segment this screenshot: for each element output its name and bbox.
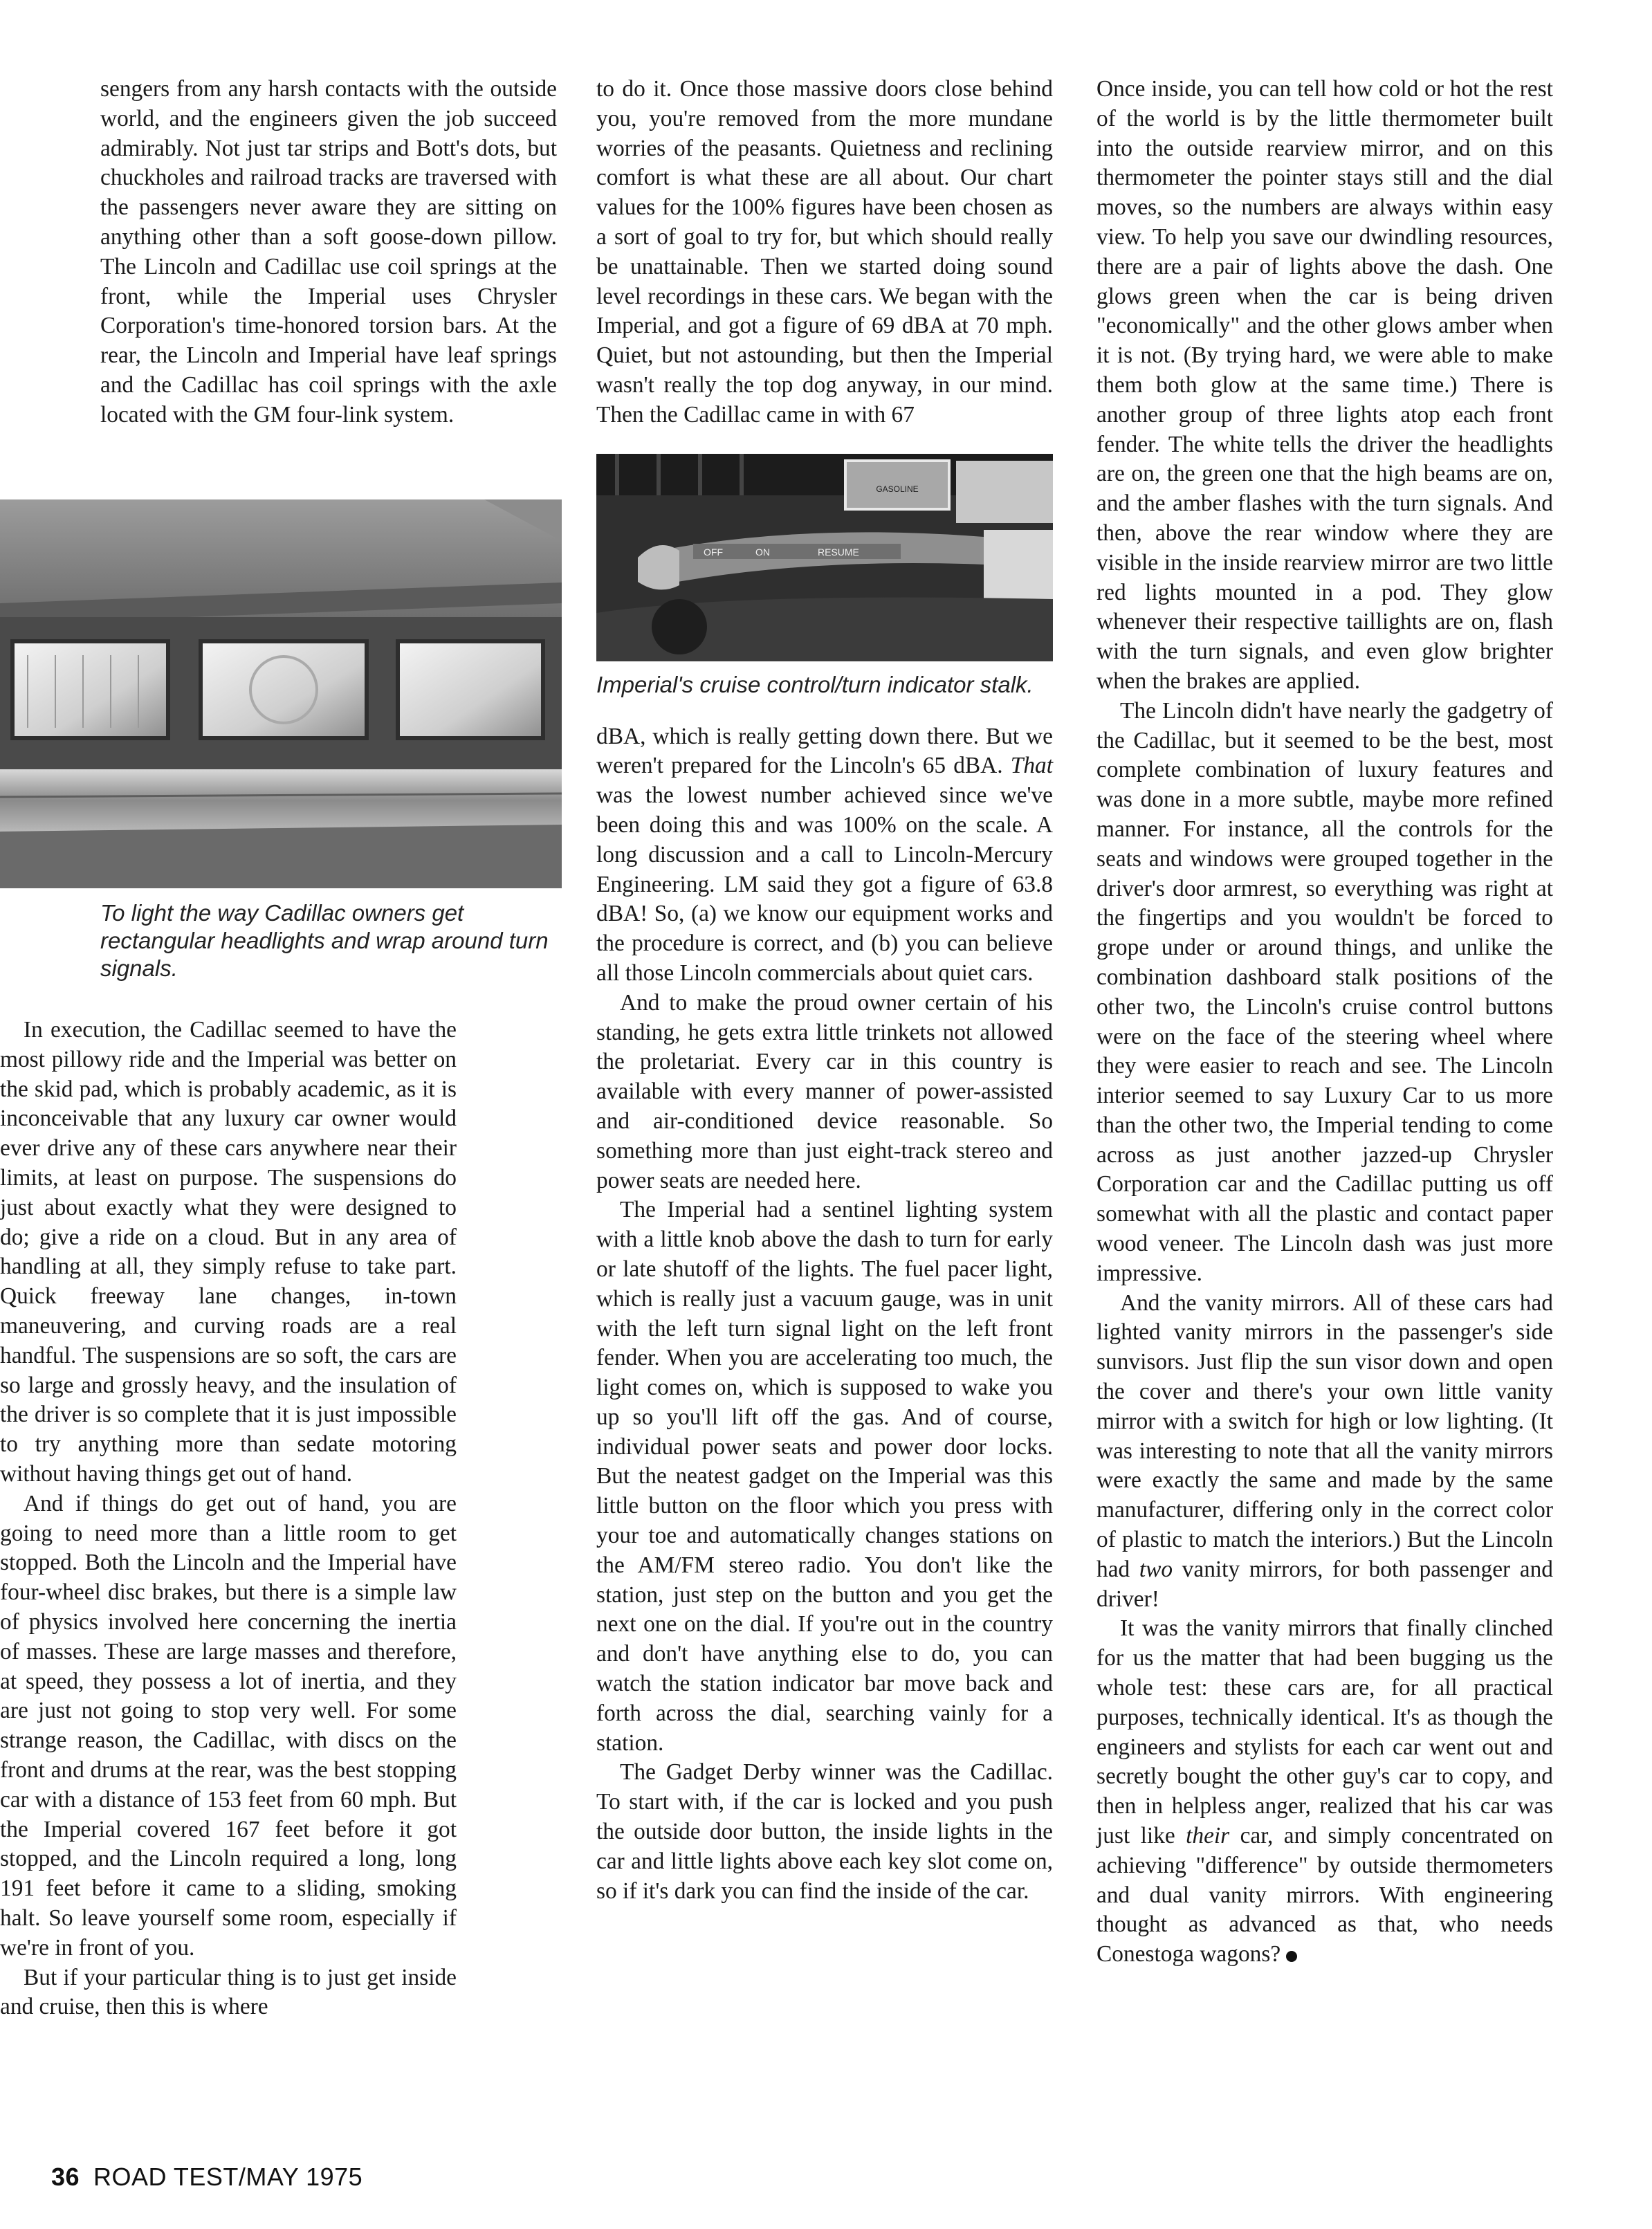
paragraph: dBA, which is really getting down there. But we weren't prepared for the Lincoln's 65 dBA. That was the lowest number achieved since we've been doing this and was 100% on the scale. A long discussion and a call to Lincoln-Mercury Engineering. LM said they got a figure of 63.8 dBA! So, (a) we know our equipment works and the procedure is correct, and (b) you can believe all those Lincoln commercials about quiet cars.: [596, 723, 1053, 986]
photo-caption-headlights: To light the way Cadillac owners get rectangular headlights and wrap around turn signals.: [100, 900, 549, 981]
paragraph: And the vanity mirrors. All of these cars had lighted vanity mirrors in the passenger's side sunvisors. Just flip the sun visor down and open the cover and there's your own little vanity mirror with a switch for high or low lighting. (It was interesting to note that all the vanity mirrors were exactly the same and made by the same manufacturer, differing only in the correct color of plastic to match the interiors.) But the Lincoln had two vanity mirrors, for both passenger and driver!: [1096, 1290, 1553, 1612]
stalk-on-label: ON: [755, 546, 770, 558]
paragraph: And to make the proud owner certain of his standing, he gets extra little trinkets not allowed the proletariat. Every car in this country is available with every manner of power-assisted and air-conditioned device reasonable. So something more than just eight-track stereo and power seats are needed here.: [596, 989, 1053, 1193]
article-column-1-continued: [0, 1016, 457, 2022]
imperial-stalk-illustration: [596, 454, 1053, 661]
publication-line: ROAD TEST/MAY 1975: [93, 2163, 363, 2191]
end-of-article-bullet-icon: [1286, 1951, 1297, 1962]
paragraph: But if your particular thing is to just get inside and cruise, then this is where: [0, 1964, 457, 2020]
article-column-2: [596, 75, 1053, 1906]
paragraph: It was the vanity mirrors that finally clinched for us the matter that had been bugging us the whole test: these cars are, for all practical purposes, technically identical. It's as though the engineers and stylists for each car went out and secretly bought the other guy's car to copy, and then in helpless anger, realized that his car was just like their car, and simply concentrated on achieving "difference" by outside thermometers and dual vanity mirrors. With engineering thought as advanced as that, who needs Conestoga wagons?: [1096, 1615, 1553, 1967]
paragraph: to do it. Once those massive doors close behind you, you're removed from the more mundane worries of the peasants. Quietness and reclining comfort is what these are all about. Our chart values for the 100% figures have been chosen as a sort of goal to try for, but which should really be unattainable. Then we started doing sound level recordings in these cars. We began with the Imperial, and got a figure of 69 dBA at 70 mph. Quiet, but not astounding, but then the Imperial wasn't really the top dog anyway, in our mind. Then the Cadillac came in with 67: [596, 76, 1053, 428]
page-footer: [51, 2163, 362, 2192]
gasoline-label: GASOLINE: [876, 484, 919, 494]
paragraph: The Lincoln didn't have nearly the gadgetry of the Cadillac, but it seemed to be the best, most complete combination of luxury features and was done in a more subtle, maybe more refined manner. For instance, all the controls for the seats and windows were grouped together in the driver's door armrest, so everything was right at the fingertips and you wouldn't be forced to grope under or around things, and unlike the combination dashboard stalk positions of the other two, the Lincoln's cruise control buttons were on the face of the steering wheel where they were easier to reach and see. The Lincoln interior seemed to say Luxury Car to us more than the other two, the Imperial tending to come across as just another jazzed-up Chrysler Corporation car and the Cadillac putting us off somewhat with all the plastic and contact paper wood veneer. The Lincoln dash was just more impressive.: [1096, 697, 1553, 1286]
paragraph: sengers from any harsh contacts with the outside world, and the engineers given the job succeed admirably. Not just tar strips and Bott's dots, but chuckholes and railroad tracks are traversed with the passengers never aware they are sitting on anything other than a soft goose-down pillow. The Lincoln and Cadillac use coil springs at the front, while the Imperial uses Chrysler Corporation's time-honored torsion bars. At the rear, the Lincoln and Imperial have leaf springs and the Cadillac has coil springs with the axle located with the GM four-link system.: [100, 76, 557, 428]
paragraph: The Imperial had a sentinel lighting system with a little knob above the dash to turn for early or late shutoff of the lights. The fuel pacer light, which is really just a vacuum gauge, was in unit with the left turn signal light on the left front fender. When you are accelerating too much, the light comes on, which is supposed to wake you up so you'll lift off the gas. And of course, individual power seats and power door locks. But the neatest gadget on the Imperial was this little button on the floor which you press with your toe and automatically changes stations on the AM/FM stereo radio. You don't like the station, just step on the button and you get the next one on the dial. If you're out in the country and don't have anything else to do, you can watch the station indicator bar move back and forth across the dial, searching vainly for a station.: [596, 1197, 1053, 1756]
cadillac-headlights-photo: [0, 499, 562, 888]
paragraph: Once inside, you can tell how cold or hot the rest of the world is by the little thermometer built into the outside rearview mirror, and on this thermometer the pointer stays still and the dial moves, so the numbers are always within easy view. To help you save our dwindling resources, there are a pair of lights above the dash. One glows green when the car is being driven "economically" and the other glows amber when it is not. (By trying hard, we were able to make them both glow at the same time.) There is another group of three lights atop each front fender. The white tells the driver the headlights are on, the green one that the high beams are on, and the amber flashes with the turn signals. And then, above the rear window where they are visible in the inside rearview mirror are two little red lights mounted in a pod. They glow whenever their respective taillights are on, flash with the turn signals, and even glow brighter when the brakes are applied.: [1096, 76, 1553, 694]
imperial-stalk-photo: [596, 454, 1053, 661]
article-column-1: [100, 75, 557, 430]
photo-caption-stalk: Imperial's cruise control/turn indicator stalk.: [596, 671, 1034, 697]
paragraph: And if things do get out of hand, you are going to need more than a little room to get stopped. Both the Lincoln and the Imperial have four-wheel disc brakes, but there is a simple law of physics involved here concerning the inertia of masses. These are large masses and therefore, at speed, they possess a lot of inertia, and they are just not going to stop very well. For some strange reason, the Cadillac, with discs on the front and drums at the rear, was the best stopping car with a distance of 153 feet from 60 mph. But the Imperial covered 167 feet before it got stopped, and the Lincoln required a long, long 191 feet before it came to a sliding, smoking halt. So leave yourself some room, especially if we're in front of you.: [0, 1490, 457, 1961]
paragraph: In execution, the Cadillac seemed to have the most pillowy ride and the Imperial was better on the skid pad, which is probably academic, as it is inconceivable that any luxury car owner would ever drive any of these cars anywhere near their limits, at least on purpose. The suspensions do just about exactly what they were designed to do; give a ride on a cloud. But in any area of handling at all, they simply refuse to take part. Quick freeway lane changes, in-town maneuvering, and curving roads are a real handful. The suspensions are so soft, the cars are so large and grossly heavy, and the insulation of the driver is so complete that it is just impossible to try anything more than sedate motoring without having things get out of hand.: [0, 1017, 457, 1487]
page-number: 36: [51, 2163, 80, 2191]
cadillac-headlights-illustration: [0, 499, 562, 888]
article-column-3: [1096, 75, 1553, 1970]
paragraph: The Gadget Derby winner was the Cadillac. To start with, if the car is locked and you push the outside door button, the inside lights in the car and little lights above each key slot come on, so if it's dark you can find the inside of the car.: [596, 1759, 1053, 1904]
stalk-off-label: OFF: [704, 546, 723, 558]
stalk-resume-label: RESUME: [818, 546, 859, 558]
